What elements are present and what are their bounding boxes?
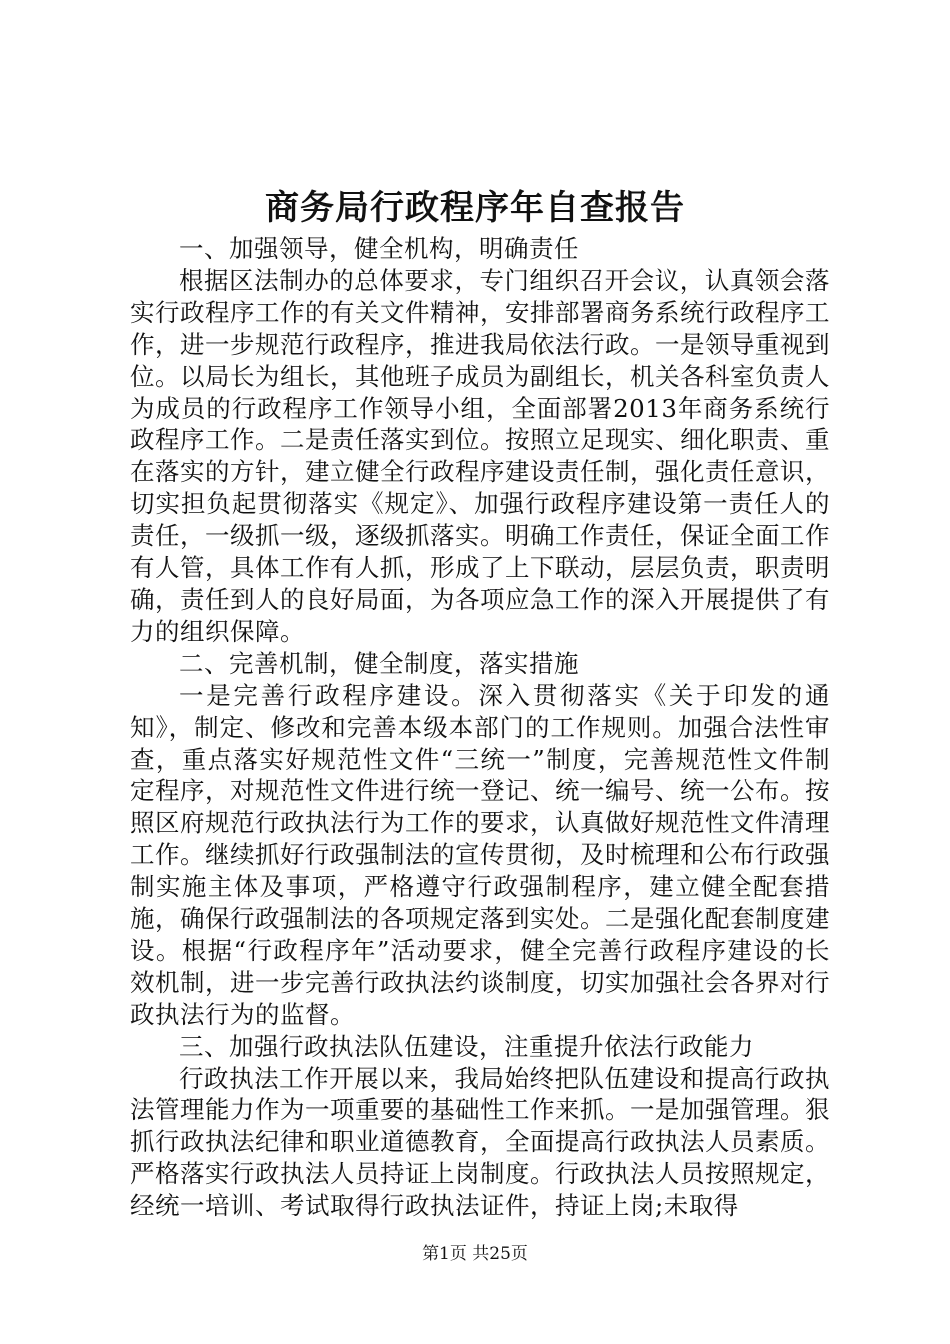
paragraph-3: 行政执法工作开展以来，我局始终把队伍建设和提高行政执法管理能力作为一项重要的基础性工作来抓。一是加强管理。狠抓行政执法纪律和职业道德教育，全面提高行政执法人员素质。严格落实行政执法人员持证上岗制度。行政执法人员按照规定，经统一培训、考试取得行政执法证件，持证上岗;未取得 (130, 1063, 830, 1221)
document-title: 商务局行政程序年自查报告 (265, 188, 685, 228)
section-heading-2: 二、完善机制，健全制度，落实措施 (179, 648, 579, 678)
page-footer: 第1页 共25页 (422, 1244, 528, 1264)
paragraph-2: 一是完善行政程序建设。深入贯彻落实《关于印发的通知》，制定、修改和完善本级本部门的工作规则。加强合法性审查，重点落实好规范性文件“三统一”制度，完善规范性文件制定程序，对规范性文件进行统一登记、统一编号、统一公布。按照区府规范行政执法行为工作的要求，认真做好规范性文件清理工作。继续抓好行政强制法的宣传贯彻，及时梳理和公布行政强制实施主体及事项，严格遵守行政强制程序，建立健全配套措施，确保行政强制法的各项规定落到实处。二是强化配套制度建设。根据“行政程序年”活动要求，健全完善行政程序建设的长效机制，进一步完善行政执法约谈制度，切实加强社会各界对行政执法行为的监督。 (130, 680, 830, 1029)
document-body (130, 233, 830, 1222)
paragraph-1: 根据区法制办的总体要求，专门组织召开会议，认真领会落实行政程序工作的有关文件精神，安排部署商务系统行政程序工作，进一步规范行政程序，推进我局依法行政。一是领导重视到位。以局长为组长，其他班子成员为副组长，机关各科室负责人为成员的行政程序工作领导小组，全面部署2013年商务系统行政程序工作。二是责任落实到位。按照立足现实、细化职责、重在落实的方针，建立健全行政程序建设责任制，强化责任意识，切实担负起贯彻落实《规定》、加强行政程序建设第一责任人的责任，一级抓一级，逐级抓落实。明确工作责任，保证全面工作有人管，具体工作有人抓，形成了上下联动，层层负责，职责明确，责任到人的良好局面，为各项应急工作的深入开展提供了有力的组织保障。 (130, 265, 830, 646)
section-heading-3: 三、加强行政执法队伍建设，注重提升依法行政能力 (179, 1031, 754, 1061)
section-heading-1: 一、加强领导，健全机构，明确责任 (179, 234, 579, 263)
